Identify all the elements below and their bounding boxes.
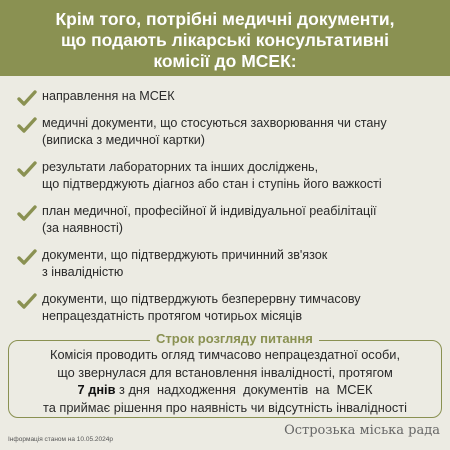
term-line-3-rest: з дня надходження документів на МСЕК: [115, 382, 373, 397]
list-item-text: направлення на МСЕК: [42, 89, 175, 103]
list-item-text: непрацездатність протягом чотирьох місяців: [42, 309, 303, 323]
list-item: [14, 88, 444, 105]
term-line-3: [8, 381, 442, 399]
info-date-note: Інформація станом на 10.05.2024р: [8, 436, 113, 443]
header-banner: [0, 0, 450, 76]
documents-list: [14, 86, 444, 325]
term-text: [8, 346, 442, 416]
list-item-text: результати лабораторних та інших досліджень,: [42, 160, 319, 174]
header-line-1: Крім того, потрібні медичні документи,: [55, 9, 395, 29]
term-line-2: що звернулася для встановлення інвалідності, протягом: [57, 364, 393, 380]
list-item-text: документи, що підтверджують причинний зв'язок: [42, 248, 328, 262]
list-item: [14, 291, 444, 325]
check-icon: [16, 158, 38, 180]
check-icon: [16, 290, 38, 312]
list-item-text: з інвалідністю: [42, 265, 124, 279]
list-item-text: (за наявності): [42, 221, 123, 235]
header-line-2: що подають лікарські консультативні: [61, 30, 389, 50]
term-line-4: та приймає рішення про наявність чи відсутність інвалідності: [43, 399, 407, 415]
list-item: [14, 247, 444, 281]
list-item: [14, 203, 444, 237]
check-icon: [16, 87, 38, 109]
list-item-text: що підтверджують діагноз або стан і ступінь його важкості: [42, 177, 382, 191]
list-item: [14, 115, 444, 149]
check-icon: [16, 246, 38, 268]
list-item-text: план медичної, професійної й індивідуальної реабілітації: [42, 204, 377, 218]
list-item-text: документи, що підтверджують безперервну тимчасову: [42, 292, 361, 306]
list-item: [14, 159, 444, 193]
list-item-text: медичні документи, що стосуються захворювання чи стану: [42, 116, 387, 130]
check-icon: [16, 114, 38, 136]
list-item-text: (виписка з медичної картки): [42, 133, 205, 147]
term-title: Строк розгляду питання: [150, 329, 319, 349]
header-line-3: комісії до МСЕК:: [153, 51, 297, 71]
check-icon: [16, 202, 38, 224]
brand-logo-text: Острозька міська рада: [284, 423, 440, 438]
term-days: 7 днів: [77, 382, 116, 397]
term-line-1: Комісія проводить огляд тимчасово непрацездатної особи,: [49, 347, 400, 362]
